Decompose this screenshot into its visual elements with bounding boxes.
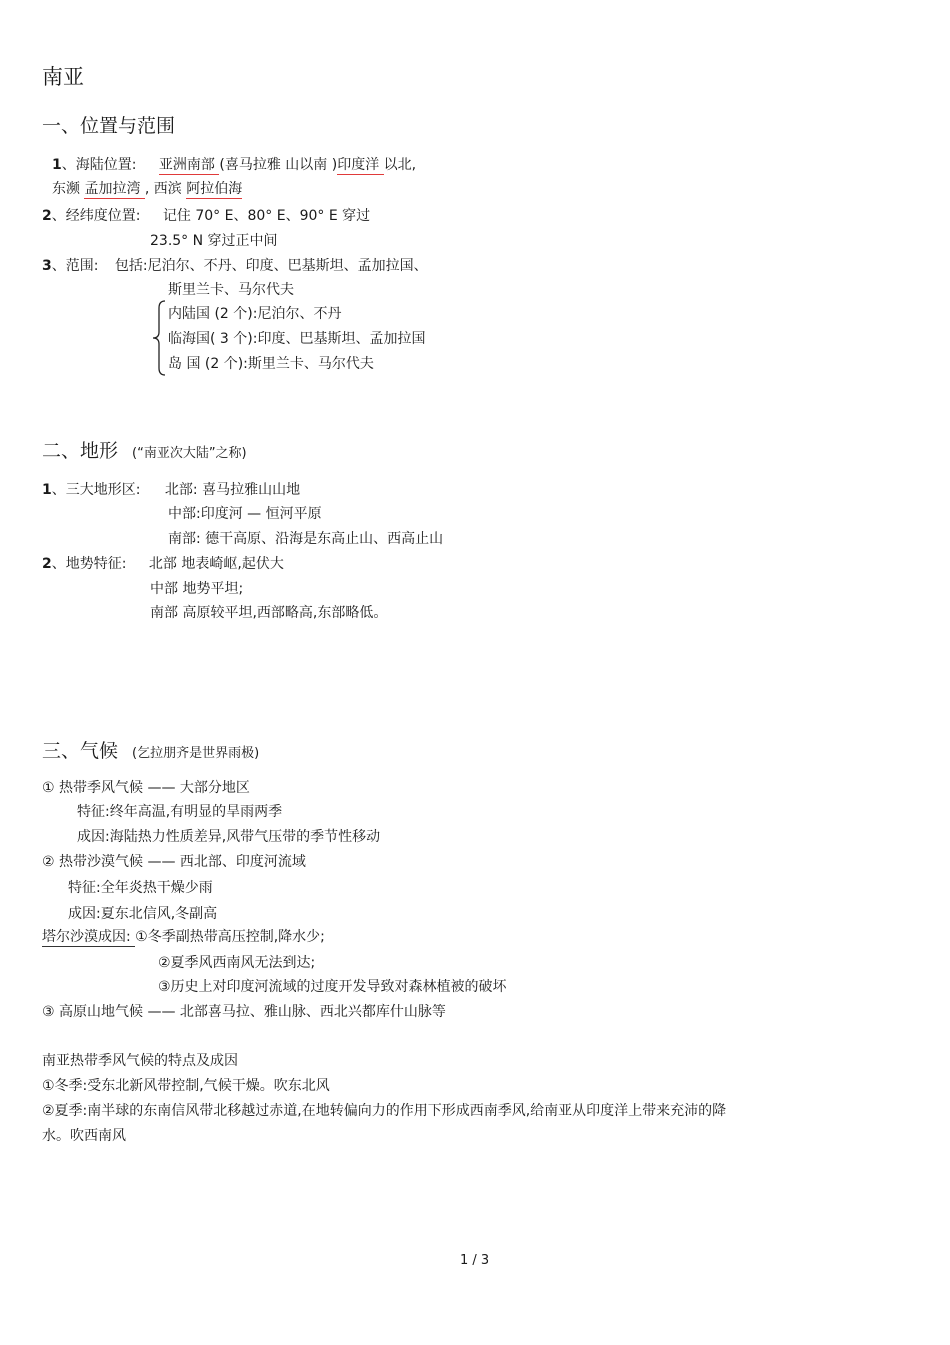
section-heading-climate <box>42 739 259 766</box>
terrain-feature-line-3: 南部 高原较平坦,西部略高,东部略低。 <box>150 605 388 621</box>
climate-2-feature: 特征:全年炎热干燥少雨 <box>68 880 213 896</box>
text: 包括:尼泊尔、不丹、印度、巴基斯坦、孟加拉国、 <box>114 258 428 274</box>
thar-desert-cause-3: ③历史上对印度河流域的过度开发导致对森林植被的破坏 <box>158 979 507 995</box>
island-countries: 岛 国 (2 个):斯里兰卡、马尔代夫 <box>168 356 374 372</box>
page-title: 南亚 <box>42 65 84 89</box>
underlined-term: 亚洲南部 <box>158 157 220 173</box>
item-number: 1 <box>52 157 62 173</box>
heading-note: (“南亚次大陆”之称) <box>132 446 247 461</box>
underlined-term: 孟加拉湾 <box>84 181 145 197</box>
item-number: 2 <box>42 208 52 224</box>
latlon-line <box>42 207 370 225</box>
terrain-feature-line-2: 中部 地势平坦; <box>150 581 244 597</box>
underlined-term: 阿拉伯海 <box>186 181 243 197</box>
text: 东濒 <box>52 181 85 197</box>
section-heading-terrain <box>42 439 247 466</box>
text: , 西滨 <box>144 181 187 197</box>
text: 北部: 喜马拉雅山山地 <box>164 482 301 498</box>
climate-1: ① 热带季风气候 —— 大部分地区 <box>42 780 250 796</box>
range-line-2: 斯里兰卡、马尔代夫 <box>168 282 294 298</box>
monsoon-summer-cont: 水。吹西南风 <box>42 1128 126 1144</box>
item-number: 3 <box>42 258 52 274</box>
climate-3: ③ 高原山地气候 —— 北部喜马拉、雅山脉、西北兴都库什山脉等 <box>42 1004 446 1020</box>
monsoon-winter: ①冬季:受东北新风带控制,气候干燥。吹东北风 <box>42 1078 330 1094</box>
item-number: 2 <box>42 556 52 572</box>
item-number: 1 <box>42 482 52 498</box>
climate-1-feature: 特征:终年高温,有明显的旱雨两季 <box>77 804 283 820</box>
text: 记住 70° E、80° E、90° E 穿过 <box>162 208 371 224</box>
latlon-line-2: 23.5° N 穿过正中间 <box>150 233 278 249</box>
brace-icon <box>152 300 166 376</box>
item-label: 、范围: <box>51 258 99 274</box>
climate-2: ② 热带沙漠气候 —— 西北部、印度河流域 <box>42 854 306 870</box>
item-label: 、三大地形区: <box>51 482 141 498</box>
coastal-countries: 临海国( 3 个):印度、巴基斯坦、孟加拉国 <box>168 331 426 347</box>
item-label: 、地势特征: <box>51 556 127 572</box>
item-label: 、经纬度位置: <box>51 208 141 224</box>
terrain-line-1 <box>42 481 300 499</box>
underlined-term: 塔尔沙漠成因: <box>42 929 136 945</box>
underlined-term: 印度洋 <box>337 157 384 173</box>
range-line <box>42 257 428 275</box>
location-line-1 <box>52 156 416 174</box>
heading-text: 二、地形 <box>42 440 119 462</box>
text: 北部 地表崎岖,起伏大 <box>148 556 284 572</box>
item-label: 、海陆位置: <box>61 157 137 173</box>
heading-text: 三、气候 <box>42 740 119 762</box>
text: (喜马拉雅 山以南 ) <box>219 157 338 173</box>
heading-note: (乞拉朋齐是世界雨极) <box>132 746 260 761</box>
page-number: 1 / 3 <box>460 1253 490 1268</box>
section-heading-location: 一、位置与范围 <box>42 115 176 137</box>
text: ①冬季副热带高压控制,降水少; <box>135 929 325 945</box>
thar-desert-cause <box>42 928 325 946</box>
thar-desert-cause-2: ②夏季风西南风无法到达; <box>158 955 316 971</box>
monsoon-heading: 南亚热带季风气候的特点及成因 <box>42 1053 238 1069</box>
terrain-feature-line <box>42 555 284 573</box>
climate-1-cause: 成因:海陆热力性质差异,风带气压带的季节性移动 <box>77 829 381 845</box>
climate-2-cause: 成因:夏东北信风,冬副高 <box>68 906 218 922</box>
monsoon-summer: ②夏季:南半球的东南信风带北移越过赤道,在地转偏向力的作用下形成西南季风,给南亚从印度洋上带来充沛的降 <box>42 1103 727 1119</box>
landlocked-countries: 内陆国 (2 个):尼泊尔、不丹 <box>168 306 342 322</box>
text: 以北, <box>383 157 417 173</box>
terrain-line-3: 南部: 德干高原、沿海是东高止山、西高止山 <box>168 531 444 547</box>
location-line-2 <box>52 180 242 198</box>
terrain-line-2: 中部:印度河 — 恒河平原 <box>168 506 322 522</box>
